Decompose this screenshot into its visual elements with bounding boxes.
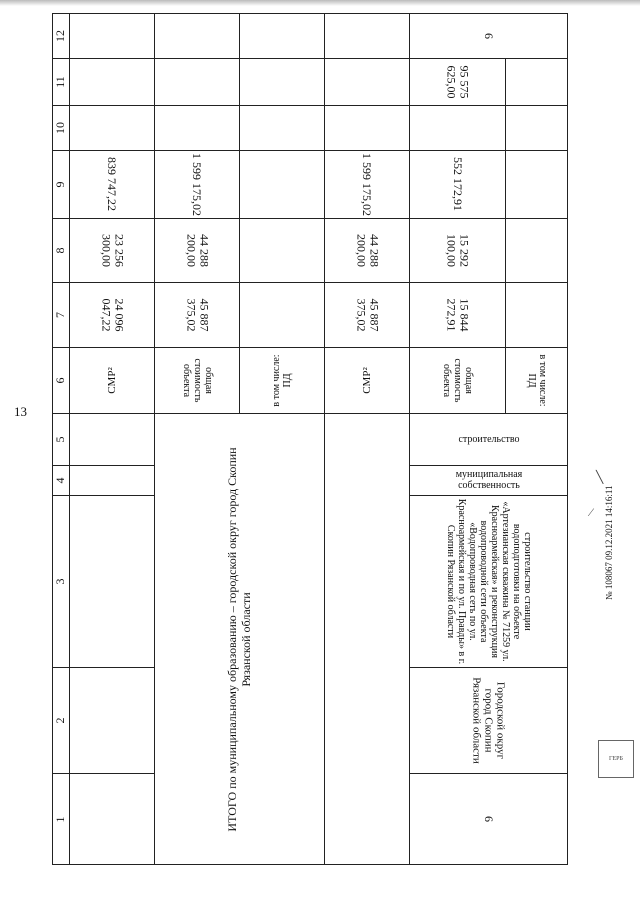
obj-c3-text: строительство станции водоподготовки на объекте «Артезианская скважина № 71259 ул. Красноармейская» и реконструкция водопроводной сети объекта «Водопроводная сеть по ул. Красноармейская и по ул. Правды» в г. Скопин Рязанской области: [444, 498, 533, 665]
obj-pd-c11: [506, 58, 568, 105]
itogo-total-label: [155, 347, 240, 413]
r1-c3: [70, 495, 155, 667]
obj-pd-c10: [506, 105, 568, 150]
itogo-total-c8-value: 44 288 200,00: [184, 234, 212, 267]
itogo-smr-c9: [325, 150, 410, 218]
obj-total-label-text: общая стоимость объекта: [441, 358, 474, 403]
itogo-pd-c8: [240, 218, 325, 282]
itogo-smr-c11: [325, 58, 410, 105]
itogo-smr-left: [325, 413, 410, 865]
header-col-2: 2: [52, 667, 70, 773]
header-col-7: 7: [52, 282, 70, 347]
obj-pd-c8: [506, 218, 568, 282]
obj-c4-value: муниципальная собственность: [455, 469, 523, 491]
obj-pd-label: [506, 347, 568, 413]
itogo-total-c7-value: 45 887 375,02: [184, 298, 212, 332]
header-col-5: 5: [52, 413, 70, 465]
header-col-11: 11: [52, 58, 70, 105]
scan-mark: ╲: [596, 470, 604, 484]
obj-total-c11: [410, 58, 506, 105]
obj-c5-text: [444, 424, 534, 454]
obj-total-label: [410, 347, 506, 413]
itogo-total-c8: [155, 218, 240, 282]
itogo-total-c12: [155, 13, 240, 58]
itogo-total-c9: [155, 150, 240, 218]
obj-total-c8-value: 15 292 100,00: [444, 234, 472, 267]
r1-c5: [70, 413, 155, 465]
r1-c4: [70, 465, 155, 495]
header-col-3: 3: [52, 495, 70, 667]
header-col-9: 9: [52, 150, 70, 218]
obj-total-c8: [410, 218, 506, 282]
r1-c7-value: 24 096 047,22: [99, 298, 127, 332]
itogo-smr-c8: [325, 218, 410, 282]
itogo-total-c11: [155, 58, 240, 105]
itogo-pd-label: в том числе: ПД: [240, 347, 325, 413]
obj-pd-label-text: в том числе: ПД: [525, 354, 548, 407]
r1-c12: [70, 13, 155, 58]
obj-pd-c9: [506, 150, 568, 218]
r1-c10: [70, 105, 155, 150]
header-col-8: 8: [52, 218, 70, 282]
itogo-pd-c11: [240, 58, 325, 105]
header-col-6: 6: [52, 347, 70, 413]
itogo-total-c9-value: 1 599 175,02: [190, 153, 205, 216]
r1-c11: [70, 58, 155, 105]
scan-mark: ⁄: [590, 505, 593, 519]
obj-c1-value: 6: [482, 816, 497, 823]
stamp-emblem: ГЕРБ: [598, 740, 634, 778]
itogo-smr-c10: [325, 105, 410, 150]
r1-c2: [70, 667, 155, 773]
r1-c8: [70, 218, 155, 282]
obj-total-c12: [410, 13, 568, 58]
itogo-pd-c10: [240, 105, 325, 150]
itogo-total-c7: [155, 282, 240, 347]
obj-total-c9-value: 552 172,91: [451, 157, 466, 212]
obj-c1: [410, 773, 568, 865]
page-number: 13: [14, 404, 27, 419]
itogo-pd-c9: [240, 150, 325, 218]
itogo-total-c10: [155, 105, 240, 150]
itogo-smr-c7-value: 45 887 375,02: [354, 298, 382, 332]
r1-c8-value: 23 256 300,00: [99, 234, 127, 267]
obj-total-c12-value: 6: [482, 33, 497, 39]
header-col-10: 10: [52, 105, 70, 150]
header-col-1: 1: [52, 773, 70, 865]
itogo-smr-c9-value: 1 599 175,02: [360, 153, 375, 216]
header-col-12: 12: [52, 13, 70, 58]
itogo-pd-c12: [240, 13, 325, 58]
header-col-4: 4: [52, 465, 70, 495]
itogo-pd-c7: [240, 282, 325, 347]
obj-c2-text: Городской округ город Скопин Рязанской области: [470, 677, 507, 764]
obj-c2: [410, 667, 568, 773]
itogo-total-label-text: общая стоимость объекта: [180, 358, 214, 403]
obj-total-c10: [410, 105, 506, 150]
obj-total-c7-value: 15 844 272,91: [444, 298, 472, 332]
itogo-smr-c12: [325, 13, 410, 58]
obj-c5-value: строительство: [458, 433, 520, 445]
itogo-smr-c8-value: 44 288 200,00: [354, 234, 382, 267]
obj-total-c11-value: 95 575 625,00: [444, 65, 472, 99]
r1-c7: [70, 282, 155, 347]
obj-total-c9: [410, 150, 506, 218]
itogo-label: ИТОГО по муниципальному образованию – городской округ город Скопин Рязанской области: [155, 413, 325, 865]
obj-total-c7: [410, 282, 506, 347]
r1-c9-value: 839 747,22: [105, 157, 120, 212]
obj-c3: [410, 495, 568, 667]
obj-pd-c7: [506, 282, 568, 347]
r1-smr-label: СМР²: [70, 347, 155, 413]
obj-c4-text: [434, 465, 544, 495]
document-footer: № 108067 09.12.2021 14:16:11: [604, 485, 614, 600]
itogo-smr-c7: [325, 282, 410, 347]
itogo-smr-label: СМР²: [325, 347, 410, 413]
r1-c1: [70, 773, 155, 865]
r1-c9: [70, 150, 155, 218]
